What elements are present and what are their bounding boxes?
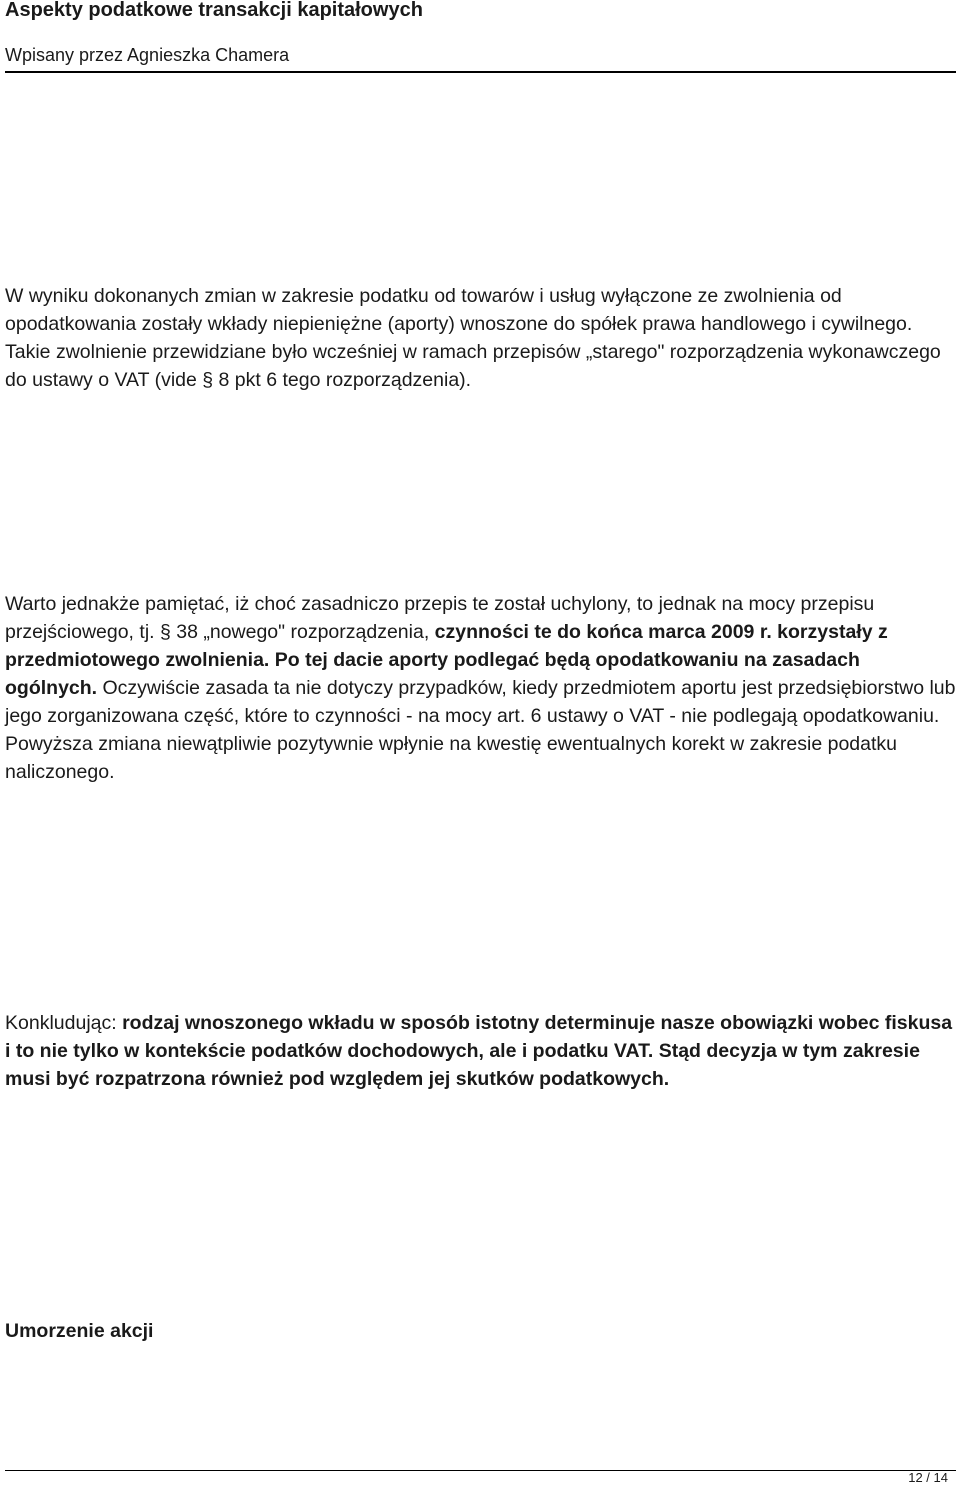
conclusion-lead: Konkludując:: [5, 1012, 123, 1034]
footer-divider: [5, 1470, 956, 1471]
document-author: Wpisany przez Agnieszka Chamera: [5, 45, 290, 65]
paragraph-emphasis: czynności te do końca marca 2009 r. korzystały z przedmiotowego zwolnienia. Po tej dacie aporty podlegać będą opodatkowaniu na zasadach ogólnych.: [5, 621, 888, 699]
section-heading: [5, 1317, 957, 1345]
paragraph-vat-aport-change: [5, 282, 957, 394]
conclusion-emphasis: rodzaj wnoszonego wkładu w sposób istotny determinuje nasze obowiązki wobec fiskusa i to nie tylko w kontekście podatków dochodowych, ale i podatku VAT. Stąd decyzja w tym zakresie musi być rozpatrzona również pod względem jej skutków podatkowych.: [5, 1012, 953, 1090]
section-heading-text: Umorzenie akcji: [5, 1320, 154, 1342]
document-title: Aspekty podatkowe transakcji kapitałowych: [5, 0, 423, 21]
paragraph-conclusion: [5, 1009, 957, 1093]
paragraph-text: W wyniku dokonanych zmian w zakresie podatku od towarów i usług wyłączone ze zwolnienia od opodatkowania zostały wkłady niepieniężne (aporty) wnoszone do spółek prawa handlowego i cywilnego. Takie zwolnienie przewidziane było wcześniej w ramach przepisów „starego" rozporządzenia wykonawczego do ustawy o VAT (vide § 8 pkt 6 tego rozporządzenia).: [5, 285, 941, 391]
paragraph-transitional-provision: [5, 590, 957, 786]
paragraph-text-lead: Warto jednakże pamiętać, iż choć zasadniczo przepis te został uchylony, to jednak na mocy przepisu przejściowego, tj. § 38 „nowego" rozporządzenia,: [5, 593, 875, 643]
paragraph-text-tail: Oczywiście zasada ta nie dotyczy przypadków, kiedy przedmiotem aportu jest przedsiębiorstwo lub jego zorganizowana część, które to czynności - na mocy art. 6 ustawy o VAT - nie podlegają opodatkowaniu. Powyższa zmiana niewątpliwie pozytywnie wpłynie na kwestię ewentualnych korekt w zakresie podatku naliczonego.: [5, 677, 956, 783]
header-divider: [5, 71, 956, 73]
page-number: 12 / 14: [908, 1470, 948, 1485]
